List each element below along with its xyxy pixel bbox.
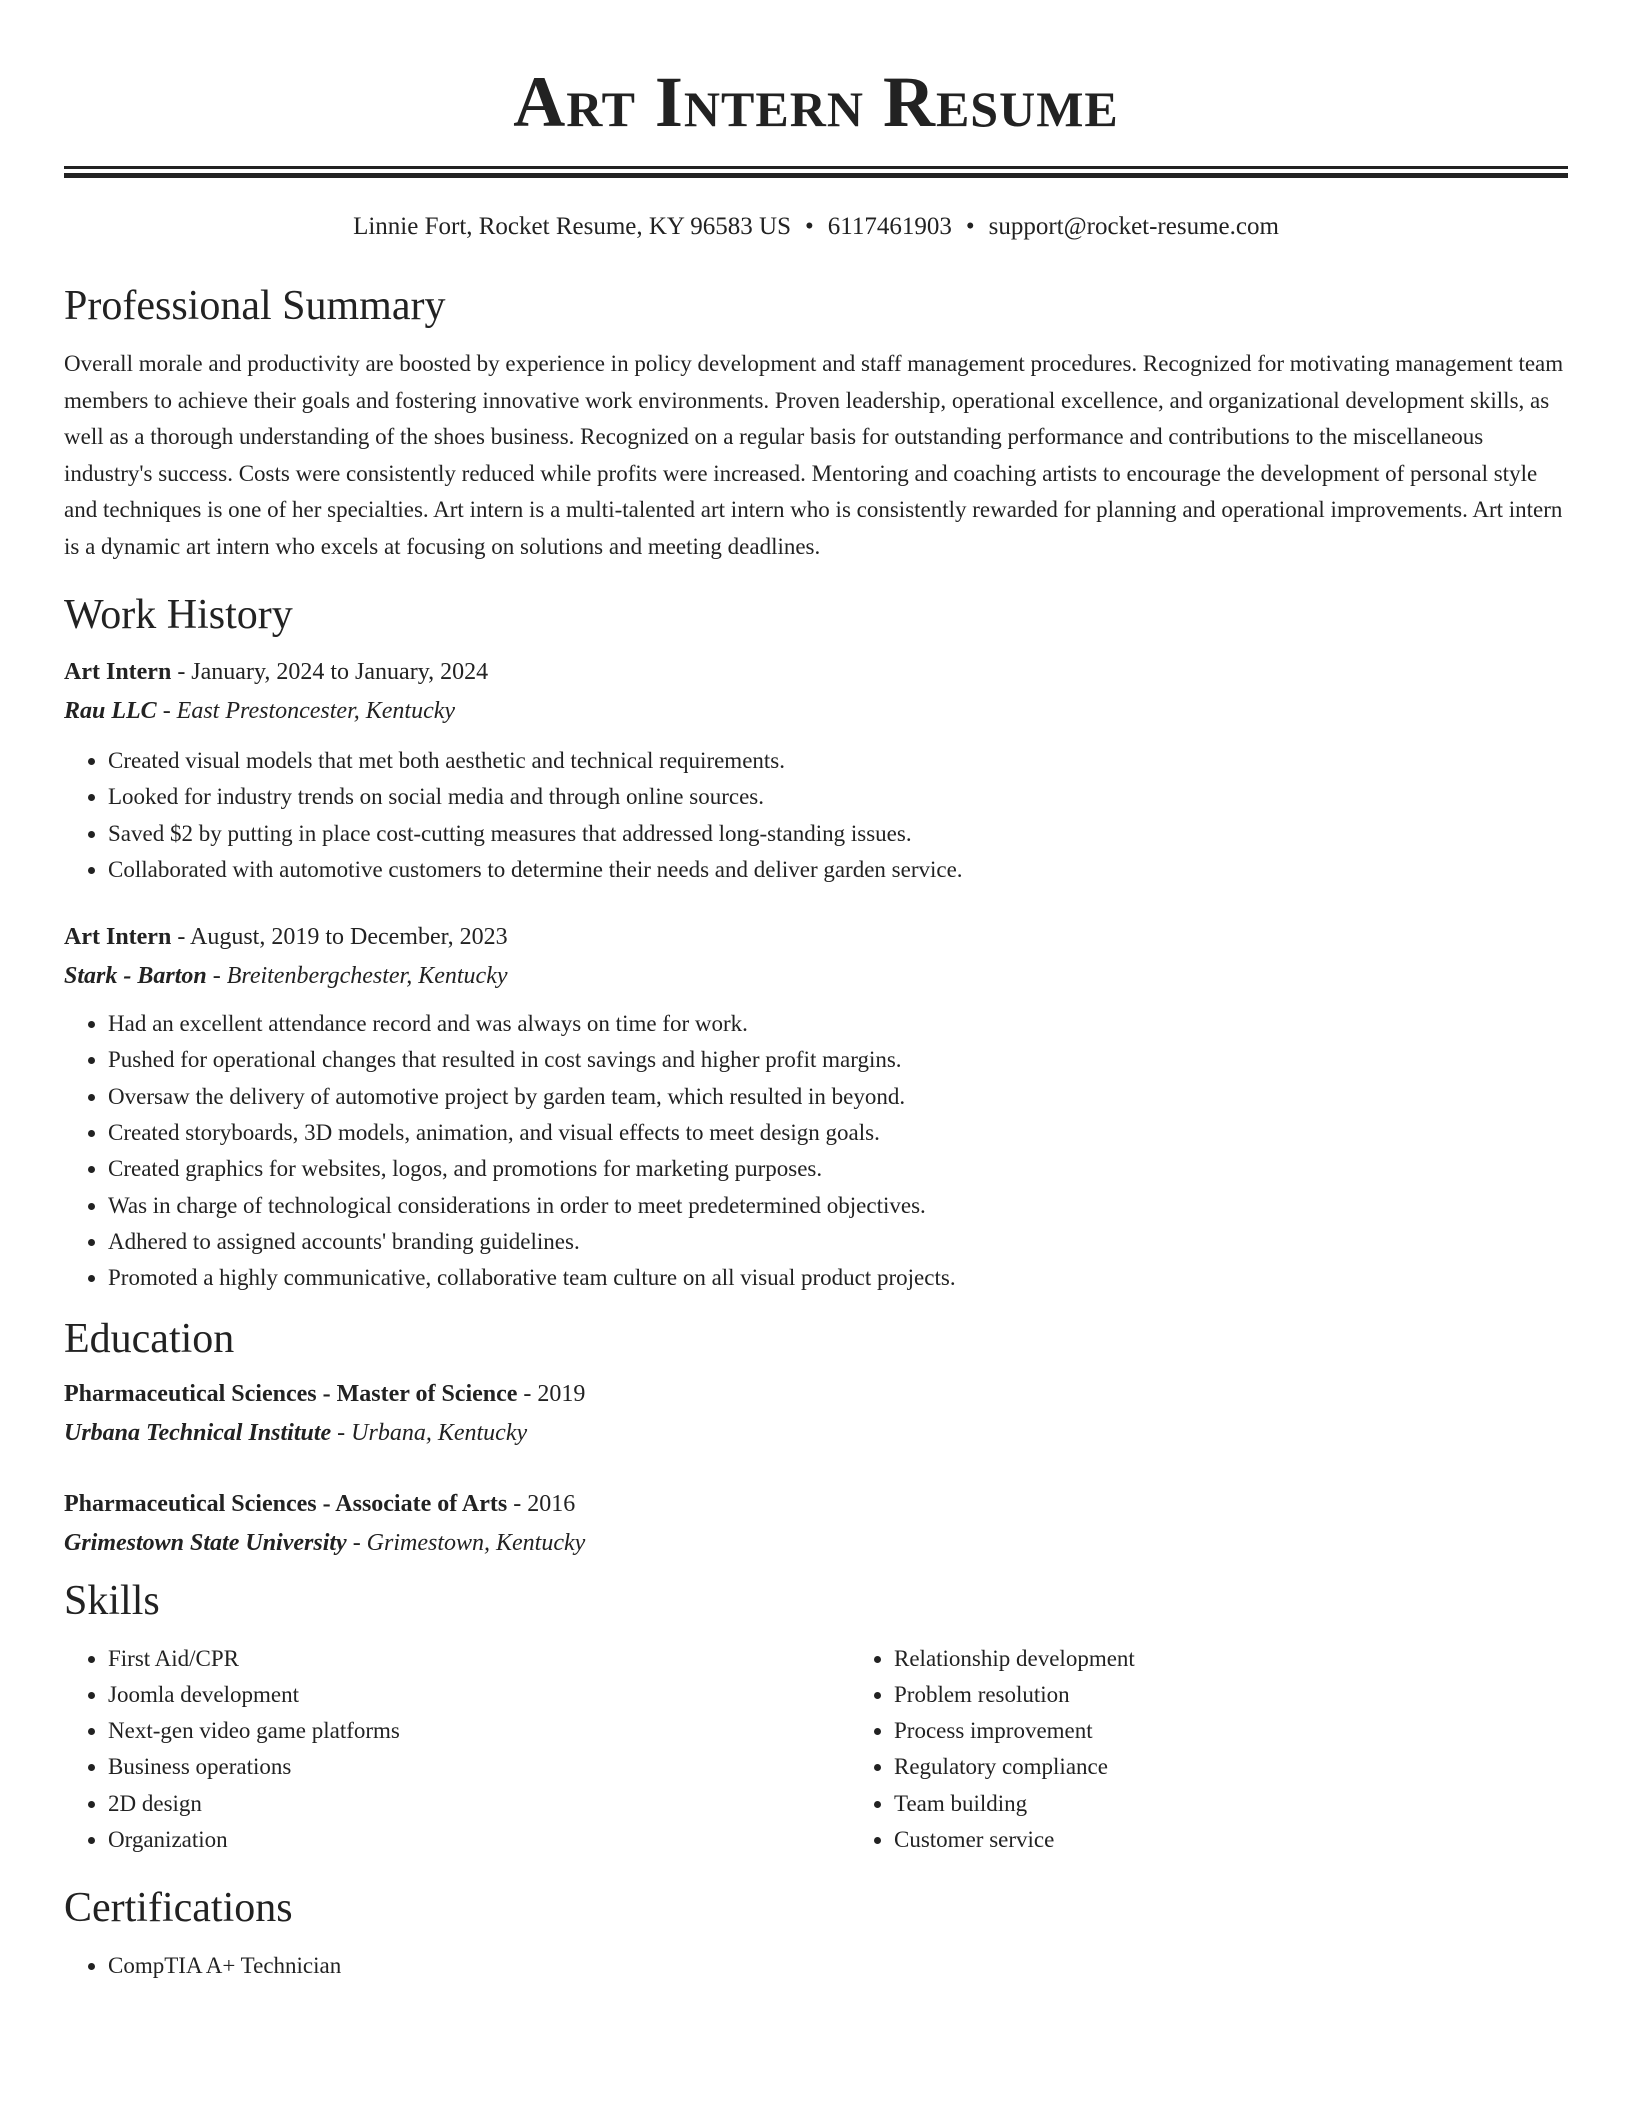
- certifications-heading: Certifications: [64, 1885, 293, 1932]
- list-item: • Business operations: [108, 1749, 850, 1785]
- list-item: • Oversaw the delivery of automotive project by garden team, which resulted in beyond.: [108, 1079, 1568, 1115]
- job-entry: [64, 653, 1568, 888]
- degree-line: [64, 1375, 1568, 1413]
- list-item: • Customer service: [894, 1822, 1568, 1858]
- job-entry: [64, 918, 1568, 1296]
- company-location: - East Prestoncester, Kentucky: [156, 698, 456, 724]
- list-item: • Next-gen video game platforms: [108, 1713, 850, 1749]
- resume-title: Art Intern Resume: [513, 62, 1119, 142]
- list-item: • Created visual models that met both aesthetic and technical requirements.: [108, 743, 1568, 779]
- school-location: - Grimestown, Kentucky: [346, 1529, 586, 1556]
- school-line: [64, 1523, 1568, 1563]
- job-title: Art Intern: [64, 659, 172, 685]
- education-entry: [64, 1485, 1568, 1563]
- job-title-line: [64, 653, 1568, 691]
- school-name: Urbana Technical Institute: [64, 1419, 332, 1446]
- education-entry: [64, 1375, 1568, 1453]
- list-item: • Problem resolution: [894, 1677, 1568, 1713]
- job-bullets: [64, 1006, 1568, 1296]
- job-title: Art Intern: [64, 924, 172, 951]
- degree-name: Pharmaceutical Sciences - Master of Science: [64, 1380, 518, 1407]
- list-item: • Created graphics for websites, logos, and promotions for marketing purposes.: [108, 1151, 1568, 1187]
- list-item: • First Aid/CPR: [108, 1641, 850, 1677]
- list-item: • Pushed for operational changes that resulted in cost savings and higher profit margins.: [108, 1042, 1568, 1078]
- list-item: • Team building: [894, 1786, 1568, 1822]
- skills-column-right: [850, 1641, 1568, 1859]
- job-dates: - January, 2024 to January, 2024: [171, 659, 489, 685]
- list-item: • Promoted a highly communicative, collaborative team culture on all visual product projects.: [108, 1260, 1568, 1296]
- list-item: • Looked for industry trends on social media and through online sources.: [108, 779, 1568, 815]
- contact-separator: •: [965, 213, 975, 240]
- list-item: • 2D design: [108, 1786, 850, 1822]
- list-item: • Collaborated with automotive customers to determine their needs and deliver garden service.: [108, 852, 1568, 888]
- list-item: • Joomla development: [108, 1677, 850, 1713]
- school-line: [64, 1413, 1568, 1453]
- work-history-heading: Work History: [64, 592, 293, 638]
- job-bullets: [64, 743, 1568, 888]
- company-location: - Breitenbergchester, Kentucky: [206, 963, 508, 990]
- list-item: • Organization: [108, 1822, 850, 1858]
- contact-phone: 6117461903: [827, 213, 952, 240]
- skills-column-left: [64, 1641, 850, 1859]
- skills-grid: [64, 1641, 1568, 1859]
- list-item: • Regulatory compliance: [894, 1749, 1568, 1785]
- list-item: • Adhered to assigned accounts' branding guidelines.: [108, 1224, 1568, 1260]
- contact-separator: •: [805, 213, 814, 240]
- certifications-list: [64, 1948, 1568, 1984]
- list-item: • CompTIA A+ Technician: [108, 1948, 1568, 1984]
- job-title-line: [64, 918, 1568, 956]
- list-item: • Created storyboards, 3D models, animation, and visual effects to meet design goals.: [108, 1115, 1568, 1151]
- school-name: Grimestown State University: [64, 1529, 347, 1556]
- degree-name: Pharmaceutical Sciences - Associate of Arts: [64, 1490, 508, 1517]
- skills-heading: Skills: [64, 1577, 160, 1624]
- list-item: • Was in charge of technological considerations in order to meet predetermined objectives.: [108, 1188, 1568, 1224]
- list-item: • Saved $2 by putting in place cost-cutting measures that addressed long-standing issues.: [108, 816, 1568, 852]
- title-divider: [64, 166, 1568, 178]
- job-dates: - August, 2019 to December, 2023: [171, 924, 508, 951]
- school-location: - Urbana, Kentucky: [331, 1419, 528, 1446]
- contact-line: [64, 212, 1568, 242]
- company-name: Rau LLC: [64, 698, 157, 724]
- list-item: • Relationship development: [894, 1641, 1568, 1677]
- company-line: [64, 956, 1568, 996]
- company-line: [64, 691, 1568, 731]
- degree-year: - 2016: [507, 1490, 576, 1517]
- contact-email: support@rocket-resume.com: [988, 213, 1279, 240]
- list-item: • Had an excellent attendance record and was always on time for work.: [108, 1006, 1568, 1042]
- summary-heading: Professional Summary: [64, 283, 446, 329]
- degree-line: [64, 1485, 1568, 1523]
- company-name: Stark - Barton: [64, 963, 207, 990]
- contact-address: Linnie Fort, Rocket Resume, KY 96583 US: [353, 213, 792, 240]
- education-heading: Education: [64, 1315, 235, 1362]
- list-item: • Process improvement: [894, 1713, 1568, 1749]
- degree-year: - 2019: [517, 1380, 586, 1407]
- summary-text: Overall morale and productivity are boosted by experience in policy development and staff management procedures. Recognized for motivating management team members to achieve their goals and fostering innovative work environments. Proven leadership, operational excellence, and organizational development skills, as well as a thorough understanding of the shoes business. Recognized on a regular basis for outstanding performance and contributions to the miscellaneous industry's success. Costs were consistently reduced while profits were increased. Mentoring and coaching artists to encourage the development of personal style and techniques is one of her specialties. Art intern is a multi-talented art intern who is consistently rewarded for planning and operational improvements. Art intern is a dynamic art intern who excels at focusing on solutions and meeting deadlines.: [64, 351, 1564, 559]
